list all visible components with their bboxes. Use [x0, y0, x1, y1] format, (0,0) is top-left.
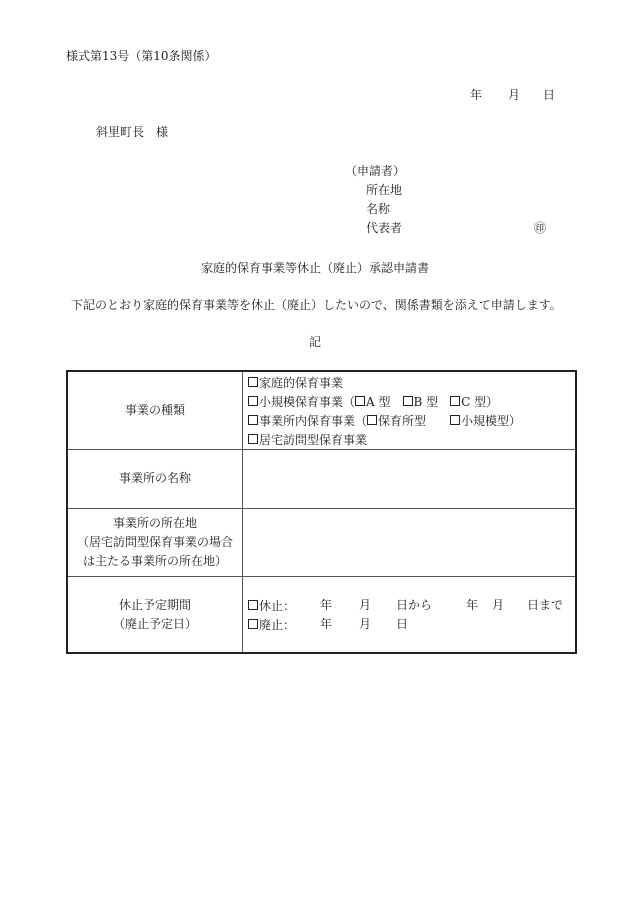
option-small-scale[interactable]: 小規模保育事業（ A 型 B 型 C 型） [248, 393, 498, 411]
suspend-from-year: 年 [320, 598, 333, 612]
checkbox-type-a[interactable] [355, 396, 365, 406]
suspend-from-day: 日から [396, 598, 433, 612]
business-type-label: 事業の種類 [124, 403, 185, 417]
suspend-until-month: 月 [492, 598, 505, 612]
date-year-label: 年 [470, 88, 483, 102]
suspend-until-day: 日まで [527, 598, 564, 612]
ki-mark: 記 [308, 335, 321, 349]
table-column-divider [242, 372, 243, 652]
suspension-option[interactable]: 休止： [248, 597, 295, 615]
body-text: 下記のとおり家庭的保育事業等を休止（廃止）したいので、関係書類を添えて申請します。 [71, 298, 562, 312]
checkbox[interactable] [248, 377, 258, 387]
suspend-from-month: 月 [359, 598, 372, 612]
table-row-divider [68, 576, 575, 577]
checkbox[interactable] [248, 396, 258, 406]
checkbox[interactable] [248, 619, 258, 629]
checkbox[interactable] [248, 600, 258, 610]
table-row-divider [68, 449, 575, 450]
abolish-day: 日 [396, 617, 409, 631]
period-label-line2: （廃止予定日） [112, 617, 197, 631]
form-number: 様式第13号（第10条関係） [66, 49, 217, 63]
period-label-line1: 休止予定期間 [118, 598, 191, 612]
facility-address-label-line1: 事業所の所在地 [112, 516, 197, 530]
applicant-address-label: 所在地 [366, 183, 403, 197]
abolish-year: 年 [320, 617, 333, 631]
date-month-label: 月 [508, 88, 521, 102]
table-row-divider [68, 508, 575, 509]
addressee: 斜里町長 様 [96, 125, 169, 139]
option-workplace[interactable]: 事業所内保育事業（ 保育所型 小規模型） [248, 412, 521, 430]
checkbox[interactable] [248, 434, 258, 444]
checkbox-nursery-type[interactable] [367, 415, 377, 425]
facility-address-label-line2: （居宅訪問型保育事業の場合 [76, 535, 233, 549]
checkbox-type-c[interactable] [450, 396, 460, 406]
facility-name-label: 事業所の名称 [118, 471, 191, 485]
applicant-name-label: 名称 [366, 202, 391, 216]
option-family-care[interactable]: 家庭的保育事業 [248, 374, 343, 392]
abolish-month: 月 [359, 617, 372, 631]
application-table [66, 370, 577, 654]
checkbox[interactable] [248, 415, 258, 425]
seal-mark: ㊞ [534, 221, 547, 235]
abolition-option[interactable]: 廃止： [248, 616, 295, 634]
facility-address-label-line3: は主たる事業所の所在地） [82, 554, 227, 568]
applicant-representative-label: 代表者 [366, 221, 403, 235]
suspend-until-year: 年 [466, 598, 479, 612]
document-title: 家庭的保育事業等休止（廃止）承認申請書 [200, 261, 429, 275]
option-home-visit[interactable]: 居宅訪問型保育事業 [248, 431, 367, 449]
applicant-heading: （申請者） [345, 164, 406, 178]
checkbox-type-b[interactable] [403, 396, 413, 406]
checkbox-small-type[interactable] [450, 415, 460, 425]
date-day-label: 日 [543, 88, 556, 102]
